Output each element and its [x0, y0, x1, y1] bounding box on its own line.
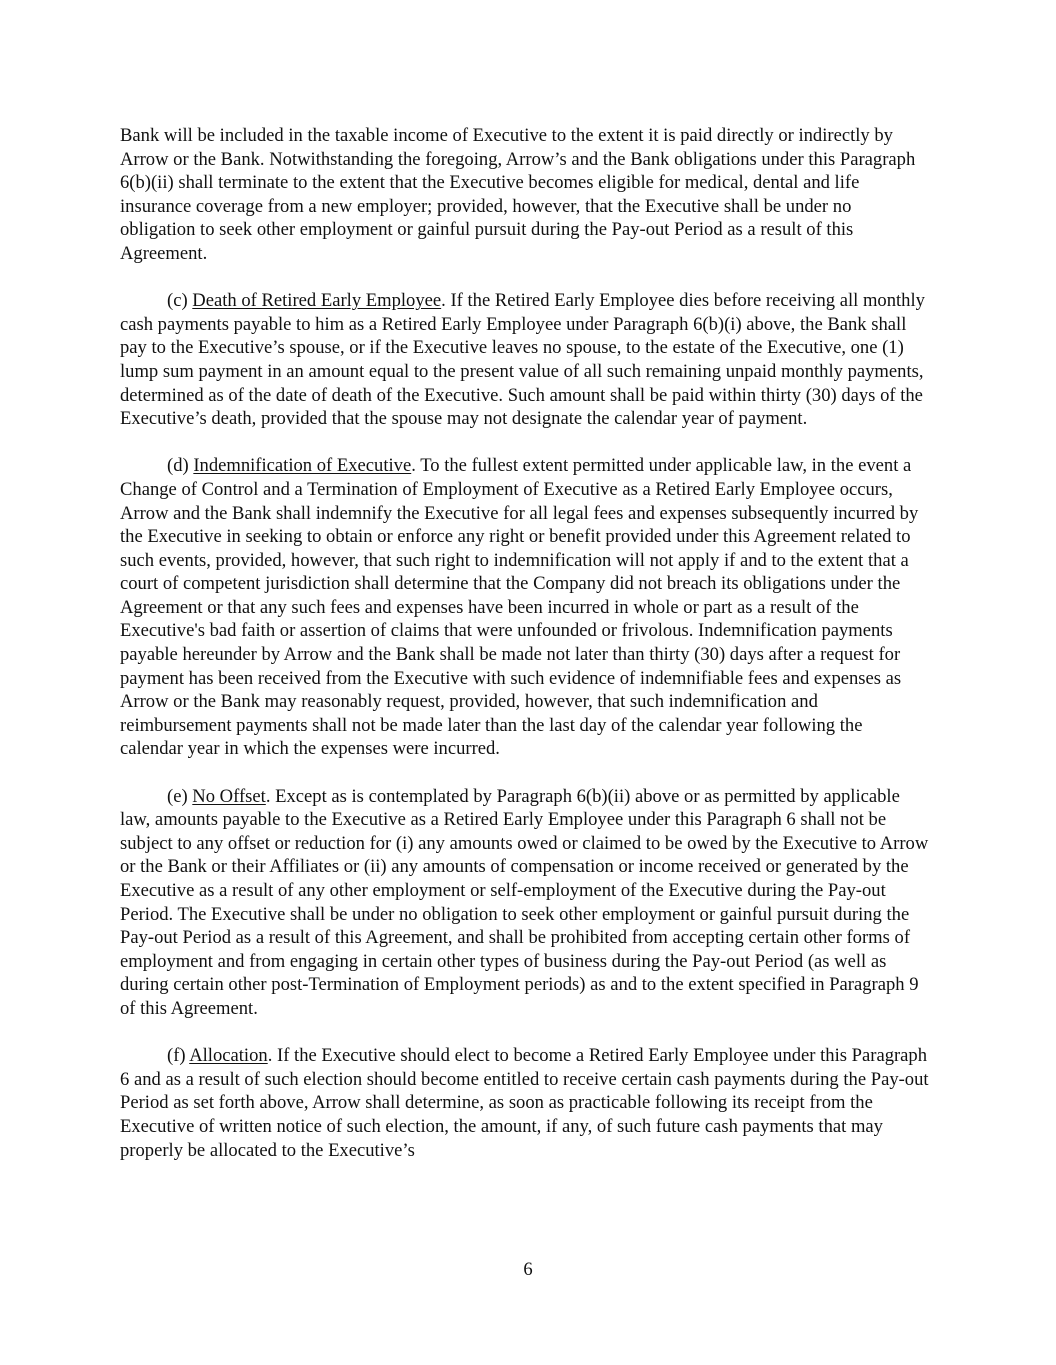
- paragraph-marker: (f): [167, 1045, 186, 1067]
- paragraph-heading: Death of Retired Early Employee: [192, 290, 442, 312]
- paragraph-d-indemnification-of-executive: [120, 454, 930, 761]
- paragraph-continuation: [120, 124, 930, 266]
- paragraph-text: . Except as is contemplated by Paragraph 6(b)(ii) above or as permitted by applicable law, amounts payable to the Executive as a Retired Early Employee under this Paragraph 6 shall not be subject to any offset or reduction for (i) any amounts owed or claimed to be owed by the Executive to Arrow or the Bank or their Affiliates or (ii) any amounts of compensation or income received or generated by the Executive as a result of any other employment or self-employment of the Executive during the Pay-out Period. The Executive shall be under no obligation to seek other employment or gainful pursuit during the Pay-out Period as a result of this Agreement, and shall be prohibited from accepting certain other forms of employment and from engaging in certain other types of business during the Pay-out Period (as well as during certain other post-Termination of Employment periods) as and to the extent specified in Paragraph 9 of this Agreement.: [120, 785, 929, 1019]
- paragraph-text: . To the fullest extent permitted under applicable law, in the event a Change of Control and a Termination of Employment of Executive as a Retired Early Employee occurs, Arrow and the Bank shall indemnify the Executive for all legal fees and expenses subsequently incurred by the Executive in seeking to obtain or enforce any right or benefit provided under this Agreement related to such events, provided, however, that such right to indemnification will not apply if and to the extent that a court of competent jurisdiction shall determine that the Company did not breach its obligations under the Agreement or that any such fees and expenses have been incurred in whole or part as a result of the Executive's bad faith or assertion of claims that were unfounded or frivolous. Indemnification payments payable hereunder by Arrow and the Bank shall be made not later than thirty (30) days after a request for payment has been received from the Executive with such evidence of indemnifiable fees and expenses as Arrow or the Bank may reasonably request, provided, however, that such indemnification and reimbursement payments shall not be made later than the last day of the calendar year following the calendar year in which the expenses were incurred.: [120, 455, 919, 760]
- document-body: [120, 124, 930, 1186]
- paragraph-text: . If the Executive should elect to become a Retired Early Employee under this Paragraph 6 and as a result of such election should become entitled to receive certain cash payments during the Pay-out Period as set forth above, Arrow shall determine, as soon as practicable following its receipt from the Executive of written notice of such election, the amount, if any, of such future cash payments that may properly be allocated to the Executive’s: [120, 1045, 929, 1161]
- paragraph-text: . If the Retired Early Employee dies before receiving all monthly cash payments payable to him as a Retired Early Employee under Paragraph 6(b)(i) above, the Bank shall pay to the Executive’s spouse, or if the Executive leaves no spouse, to the estate of the Executive, one (1) lump sum payment in an amount equal to the present value of all such remaining unpaid monthly payments, determined as of the date of death of the Executive. Such amount shall be paid within thirty (30) days of the Executive’s death, provided that the spouse may not designate the calendar year of payment.: [120, 290, 925, 430]
- paragraph-marker: (c): [167, 290, 188, 312]
- paragraph-text: Bank will be included in the taxable income of Executive to the extent it is paid directly or indirectly by Arrow or the Bank. Notwithstanding the foregoing, Arrow’s and the Bank obligations under this Paragraph 6(b)(ii) shall terminate to the extent that the Executive becomes eligible for medical, dental and life insurance coverage from a new employer; provided, however, that the Executive shall be under no obligation to seek other employment or gainful pursuit during the Pay-out Period as a result of this Agreement.: [120, 125, 916, 264]
- paragraph-c-death-of-retired-early-employee: [120, 289, 930, 431]
- paragraph-marker: (e): [167, 785, 188, 807]
- paragraph-f-allocation: [120, 1044, 930, 1162]
- paragraph-heading: No Offset: [192, 785, 266, 807]
- page-number: 6: [523, 1259, 533, 1280]
- paragraph-e-no-offset: [120, 785, 930, 1021]
- paragraph-marker: (d): [167, 455, 189, 477]
- paragraph-heading: Indemnification of Executive: [193, 455, 412, 477]
- paragraph-heading: Allocation: [189, 1045, 268, 1067]
